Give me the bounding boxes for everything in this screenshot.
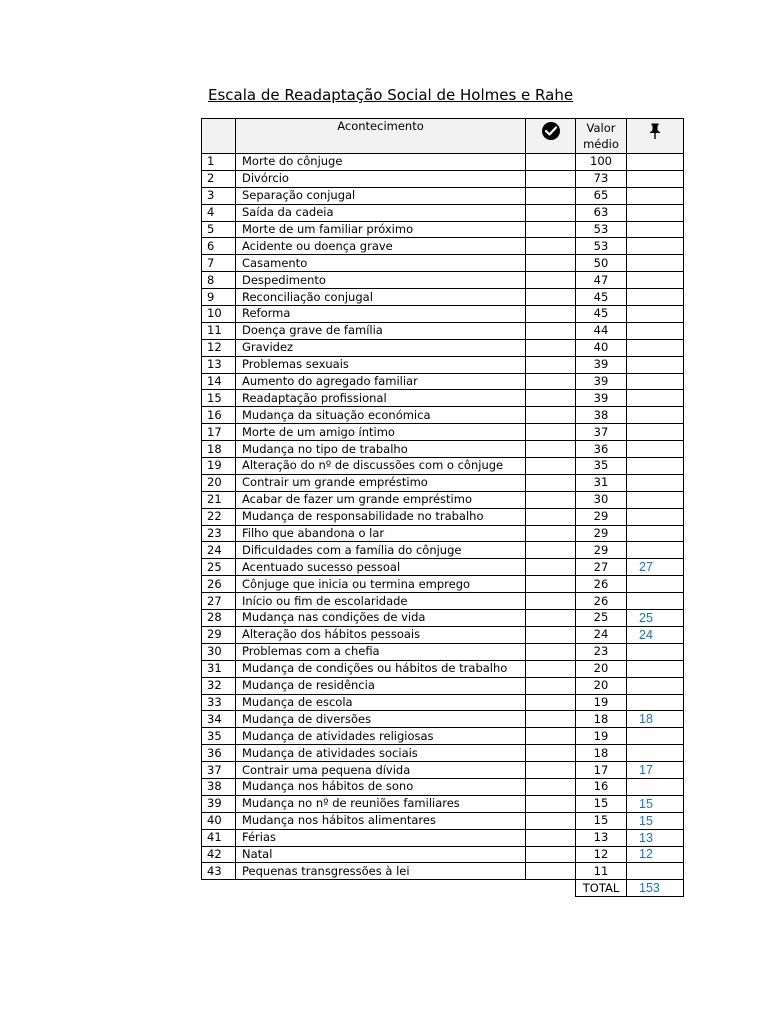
row-mark: [627, 255, 684, 272]
row-number: 18: [202, 441, 236, 458]
row-check-cell: [526, 829, 576, 846]
row-mark: [627, 694, 684, 711]
row-mark: [627, 154, 684, 171]
table-row: [202, 593, 684, 610]
row-value: 17: [576, 762, 627, 779]
row-number: 37: [202, 762, 236, 779]
table-row: [202, 154, 684, 171]
row-number: 16: [202, 407, 236, 424]
row-mark: [627, 272, 684, 289]
pushpin-icon: [649, 123, 661, 143]
row-event: Separação conjugal: [236, 187, 526, 204]
row-check-cell: [526, 458, 576, 475]
table-row: [202, 643, 684, 660]
row-event: Doença grave de família: [236, 322, 526, 339]
row-mark: 12: [627, 846, 684, 863]
row-event: Pequenas transgressões à lei: [236, 863, 526, 880]
table-row: [202, 187, 684, 204]
header-value-cell: [576, 119, 627, 154]
row-mark: 24: [627, 626, 684, 643]
row-value: 44: [576, 322, 627, 339]
row-value: 13: [576, 829, 627, 846]
table-row: [202, 863, 684, 880]
row-number: 10: [202, 306, 236, 323]
row-value: 39: [576, 356, 627, 373]
row-event: Mudança no tipo de trabalho: [236, 441, 526, 458]
row-check-cell: [526, 306, 576, 323]
row-mark: [627, 204, 684, 221]
row-check-cell: [526, 356, 576, 373]
table-row: [202, 762, 684, 779]
row-event: Despedimento: [236, 272, 526, 289]
row-mark: [627, 322, 684, 339]
table-row: [202, 812, 684, 829]
row-value: 29: [576, 508, 627, 525]
row-event: Readaptação profissional: [236, 390, 526, 407]
row-number: 41: [202, 829, 236, 846]
row-number: 11: [202, 322, 236, 339]
row-value: 26: [576, 593, 627, 610]
row-event: Início ou fim de escolaridade: [236, 593, 526, 610]
row-mark: [627, 441, 684, 458]
row-event: Mudança de atividades sociais: [236, 745, 526, 762]
row-mark: 15: [627, 795, 684, 812]
row-mark: [627, 593, 684, 610]
header-check-cell: [526, 119, 576, 154]
row-number: 8: [202, 272, 236, 289]
table-row: [202, 306, 684, 323]
table-row: [202, 576, 684, 593]
row-mark: 27: [627, 559, 684, 576]
row-mark: [627, 289, 684, 306]
row-check-cell: [526, 643, 576, 660]
row-check-cell: [526, 508, 576, 525]
table-row: [202, 778, 684, 795]
row-event: Morte de um amigo íntimo: [236, 424, 526, 441]
row-value: 53: [576, 221, 627, 238]
header-event: Acontecimento: [236, 119, 526, 154]
row-event: Morte de um familiar próximo: [236, 221, 526, 238]
table-row: [202, 711, 684, 728]
row-event: Gravidez: [236, 339, 526, 356]
row-value: 100: [576, 154, 627, 171]
row-check-cell: [526, 812, 576, 829]
row-number: 33: [202, 694, 236, 711]
table-row: [202, 255, 684, 272]
table-row: [202, 272, 684, 289]
total-row: [202, 880, 684, 897]
row-mark: [627, 576, 684, 593]
row-number: 27: [202, 593, 236, 610]
total-blank-cell: [202, 880, 576, 897]
row-value: 38: [576, 407, 627, 424]
row-check-cell: [526, 694, 576, 711]
table-row: [202, 289, 684, 306]
row-number: 19: [202, 458, 236, 475]
row-event: Dificuldades com a família do cônjuge: [236, 542, 526, 559]
row-value: 20: [576, 677, 627, 694]
row-check-cell: [526, 559, 576, 576]
table-row: [202, 846, 684, 863]
row-event: Mudança no nº de reuniões familiares: [236, 795, 526, 812]
row-mark: [627, 407, 684, 424]
row-check-cell: [526, 593, 576, 610]
table-row: [202, 694, 684, 711]
table-header-row: [202, 119, 684, 154]
row-number: 1: [202, 154, 236, 171]
row-event: Mudança de condições ou hábitos de trabalho: [236, 660, 526, 677]
row-number: 25: [202, 559, 236, 576]
table-row: [202, 795, 684, 812]
row-value: 25: [576, 610, 627, 627]
row-event: Acabar de fazer um grande empréstimo: [236, 491, 526, 508]
row-number: 26: [202, 576, 236, 593]
row-mark: [627, 458, 684, 475]
row-mark: [627, 306, 684, 323]
row-check-cell: [526, 677, 576, 694]
row-event: Acidente ou doença grave: [236, 238, 526, 255]
row-value: 23: [576, 643, 627, 660]
row-event: Aumento do agregado familiar: [236, 373, 526, 390]
table-row: [202, 610, 684, 627]
table-row: [202, 322, 684, 339]
stress-scale-table: [201, 118, 684, 897]
row-check-cell: [526, 170, 576, 187]
row-check-cell: [526, 576, 576, 593]
row-check-cell: [526, 542, 576, 559]
row-value: 63: [576, 204, 627, 221]
row-mark: [627, 745, 684, 762]
row-number: 38: [202, 778, 236, 795]
row-event: Mudança nas condições de vida: [236, 610, 526, 627]
row-event: Problemas sexuais: [236, 356, 526, 373]
row-number: 42: [202, 846, 236, 863]
row-mark: [627, 390, 684, 407]
row-mark: [627, 474, 684, 491]
row-value: 19: [576, 728, 627, 745]
row-check-cell: [526, 846, 576, 863]
table-row: [202, 728, 684, 745]
row-value: 12: [576, 846, 627, 863]
row-check-cell: [526, 221, 576, 238]
row-check-cell: [526, 525, 576, 542]
row-check-cell: [526, 390, 576, 407]
row-check-cell: [526, 238, 576, 255]
header-number-cell: [202, 119, 236, 154]
row-check-cell: [526, 255, 576, 272]
row-number: 32: [202, 677, 236, 694]
row-check-cell: [526, 474, 576, 491]
row-number: 5: [202, 221, 236, 238]
row-event: Mudança de responsabilidade no trabalho: [236, 508, 526, 525]
row-check-cell: [526, 407, 576, 424]
row-check-cell: [526, 778, 576, 795]
row-event: Saída da cadeia: [236, 204, 526, 221]
row-event: Morte do cônjuge: [236, 154, 526, 171]
row-value: 15: [576, 812, 627, 829]
table-row: [202, 407, 684, 424]
row-number: 4: [202, 204, 236, 221]
row-mark: [627, 525, 684, 542]
table-row: [202, 204, 684, 221]
row-mark: 15: [627, 812, 684, 829]
row-value: 45: [576, 306, 627, 323]
row-number: 14: [202, 373, 236, 390]
row-value: 18: [576, 745, 627, 762]
row-value: 11: [576, 863, 627, 880]
table-row: [202, 677, 684, 694]
row-check-cell: [526, 272, 576, 289]
row-number: 15: [202, 390, 236, 407]
row-check-cell: [526, 424, 576, 441]
row-event: Acentuado sucesso pessoal: [236, 559, 526, 576]
row-event: Divórcio: [236, 170, 526, 187]
row-check-cell: [526, 154, 576, 171]
table-row: [202, 745, 684, 762]
row-check-cell: [526, 863, 576, 880]
row-value: 39: [576, 390, 627, 407]
row-event: Casamento: [236, 255, 526, 272]
row-check-cell: [526, 795, 576, 812]
row-value: 40: [576, 339, 627, 356]
row-event: Natal: [236, 846, 526, 863]
row-value: 27: [576, 559, 627, 576]
row-number: 39: [202, 795, 236, 812]
row-mark: [627, 339, 684, 356]
row-event: Problemas com a chefia: [236, 643, 526, 660]
row-event: Mudança nos hábitos alimentares: [236, 812, 526, 829]
row-event: Alteração do nº de discussões com o cônjuge: [236, 458, 526, 475]
row-event: Mudança de residência: [236, 677, 526, 694]
document-title: Escala de Readaptação Social de Holmes e Rahe: [208, 86, 574, 104]
row-event: Reforma: [236, 306, 526, 323]
row-mark: 17: [627, 762, 684, 779]
row-value: 24: [576, 626, 627, 643]
table-row: [202, 525, 684, 542]
row-value: 19: [576, 694, 627, 711]
row-event: Reconciliação conjugal: [236, 289, 526, 306]
row-check-cell: [526, 745, 576, 762]
table-row: [202, 170, 684, 187]
row-value: 26: [576, 576, 627, 593]
row-value: 30: [576, 491, 627, 508]
row-value: 36: [576, 441, 627, 458]
table-row: [202, 373, 684, 390]
row-event: Mudança da situação económica: [236, 407, 526, 424]
row-number: 29: [202, 626, 236, 643]
table-row: [202, 474, 684, 491]
table-row: [202, 626, 684, 643]
row-number: 34: [202, 711, 236, 728]
row-check-cell: [526, 322, 576, 339]
row-value: 31: [576, 474, 627, 491]
row-mark: [627, 508, 684, 525]
row-number: 7: [202, 255, 236, 272]
table-row: [202, 390, 684, 407]
row-number: 31: [202, 660, 236, 677]
table-body: [202, 154, 684, 880]
row-number: 35: [202, 728, 236, 745]
row-value: 35: [576, 458, 627, 475]
row-mark: [627, 187, 684, 204]
row-value: 39: [576, 373, 627, 390]
row-number: 17: [202, 424, 236, 441]
row-check-cell: [526, 339, 576, 356]
row-number: 12: [202, 339, 236, 356]
row-check-cell: [526, 610, 576, 627]
row-mark: [627, 221, 684, 238]
table-row: [202, 356, 684, 373]
row-value: 47: [576, 272, 627, 289]
row-check-cell: [526, 711, 576, 728]
row-check-cell: [526, 441, 576, 458]
check-circle-icon: [542, 122, 560, 140]
table-row: [202, 458, 684, 475]
row-number: 13: [202, 356, 236, 373]
row-event: Contrair um grande empréstimo: [236, 474, 526, 491]
table-row: [202, 542, 684, 559]
header-pin-cell: [627, 119, 684, 154]
row-number: 43: [202, 863, 236, 880]
row-mark: 13: [627, 829, 684, 846]
row-number: 21: [202, 491, 236, 508]
table-row: [202, 221, 684, 238]
table-row: [202, 559, 684, 576]
header-value-line2: médio: [583, 137, 619, 151]
row-mark: [627, 677, 684, 694]
row-value: 29: [576, 525, 627, 542]
row-mark: [627, 356, 684, 373]
row-event: Alteração dos hábitos pessoais: [236, 626, 526, 643]
table-row: [202, 508, 684, 525]
row-number: 6: [202, 238, 236, 255]
row-number: 30: [202, 643, 236, 660]
row-check-cell: [526, 373, 576, 390]
table-row: [202, 660, 684, 677]
row-value: 15: [576, 795, 627, 812]
row-value: 16: [576, 778, 627, 795]
header-value-line1: Valor: [586, 121, 616, 135]
row-event: Férias: [236, 829, 526, 846]
row-number: 28: [202, 610, 236, 627]
row-value: 65: [576, 187, 627, 204]
row-value: 37: [576, 424, 627, 441]
row-mark: 25: [627, 610, 684, 627]
row-mark: [627, 424, 684, 441]
row-check-cell: [526, 762, 576, 779]
row-check-cell: [526, 660, 576, 677]
row-event: Contrair uma pequena dívida: [236, 762, 526, 779]
row-number: 40: [202, 812, 236, 829]
row-number: 3: [202, 187, 236, 204]
row-value: 73: [576, 170, 627, 187]
row-mark: [627, 238, 684, 255]
row-mark: [627, 491, 684, 508]
row-mark: 18: [627, 711, 684, 728]
row-check-cell: [526, 204, 576, 221]
row-number: 9: [202, 289, 236, 306]
row-mark: [627, 863, 684, 880]
row-value: 20: [576, 660, 627, 677]
row-number: 22: [202, 508, 236, 525]
table-row: [202, 491, 684, 508]
row-event: Mudança nos hábitos de sono: [236, 778, 526, 795]
row-number: 24: [202, 542, 236, 559]
table-row: [202, 238, 684, 255]
row-check-cell: [526, 728, 576, 745]
row-check-cell: [526, 491, 576, 508]
row-event: Mudança de escola: [236, 694, 526, 711]
table-row: [202, 441, 684, 458]
row-event: Filho que abandona o lar: [236, 525, 526, 542]
row-value: 29: [576, 542, 627, 559]
row-mark: [627, 542, 684, 559]
row-mark: [627, 778, 684, 795]
row-event: Mudança de diversões: [236, 711, 526, 728]
row-check-cell: [526, 626, 576, 643]
table-row: [202, 339, 684, 356]
row-number: 20: [202, 474, 236, 491]
total-label: TOTAL: [576, 880, 627, 897]
row-value: 53: [576, 238, 627, 255]
row-value: 18: [576, 711, 627, 728]
row-number: 36: [202, 745, 236, 762]
row-check-cell: [526, 187, 576, 204]
row-event: Cônjuge que inicia ou termina emprego: [236, 576, 526, 593]
row-mark: [627, 373, 684, 390]
row-check-cell: [526, 289, 576, 306]
row-value: 50: [576, 255, 627, 272]
row-mark: [627, 170, 684, 187]
total-value: 153: [627, 880, 684, 897]
row-value: 45: [576, 289, 627, 306]
row-number: 23: [202, 525, 236, 542]
row-event: Mudança de atividades religiosas: [236, 728, 526, 745]
row-mark: [627, 660, 684, 677]
row-number: 2: [202, 170, 236, 187]
table-row: [202, 829, 684, 846]
table-row: [202, 424, 684, 441]
row-mark: [627, 643, 684, 660]
row-mark: [627, 728, 684, 745]
